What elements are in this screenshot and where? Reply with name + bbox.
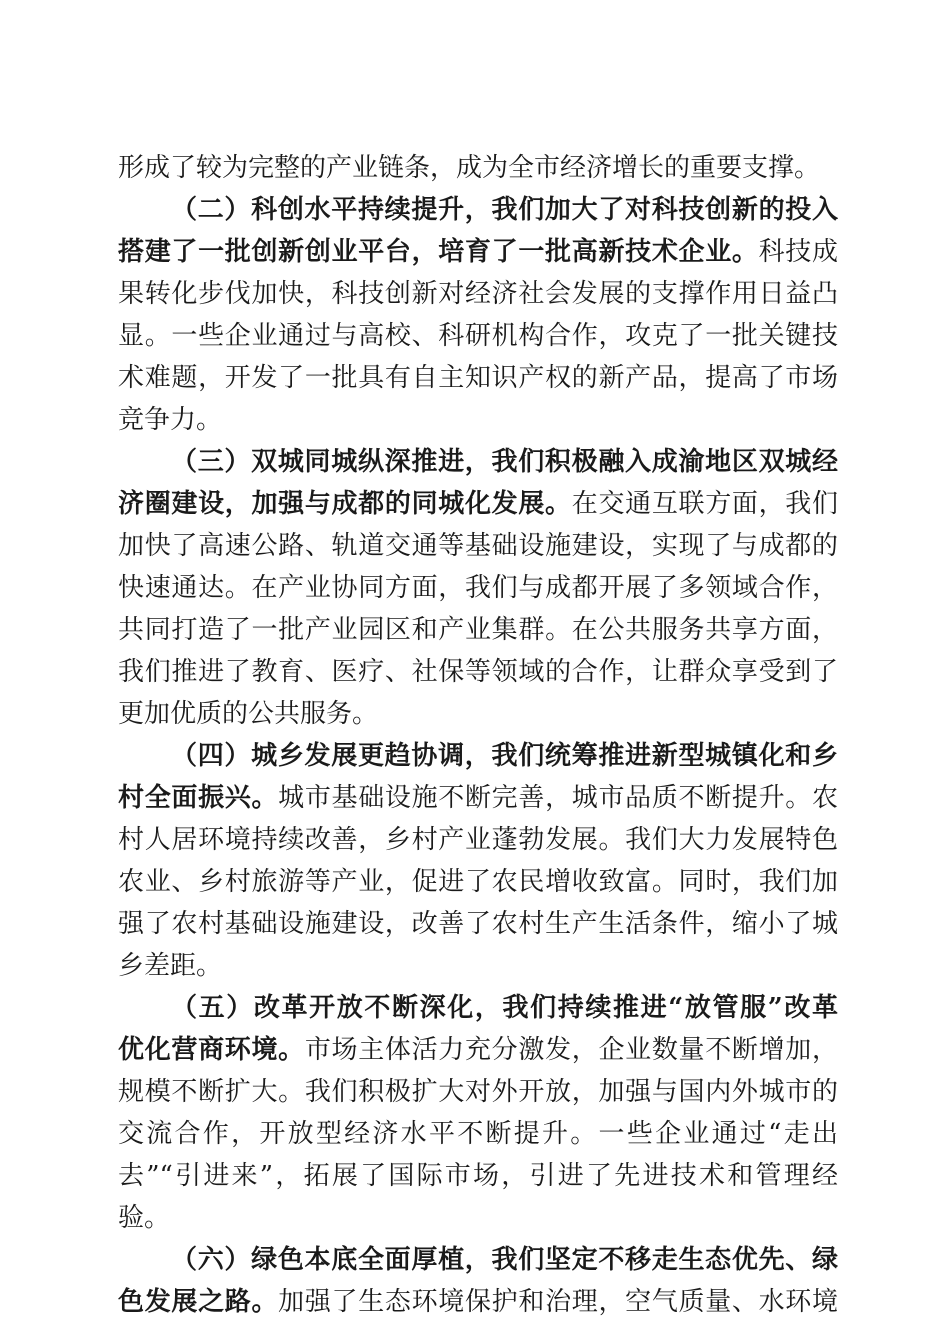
body-line: 竞争力。 — [118, 405, 223, 435]
body-line: 更加优质的公共服务。 — [118, 699, 379, 729]
body-line: 村全面振兴。城市基础设施不断完善，城市品质不断提升。农 — [118, 783, 838, 813]
body-line: 加快了高速公路、轨道交通等基础设施建设，实现了与成都的 — [118, 531, 838, 561]
body-line: 搭建了一批创新创业平台，培育了一批高新技术企业。科技成 — [118, 237, 838, 267]
section-heading-line: （六）绿色本底全面厚植，我们坚定不移走生态优先、绿 — [171, 1245, 838, 1275]
body-line: 色发展之路。加强了生态环境保护和治理，空气质量、水环境 — [118, 1287, 838, 1317]
section-heading-line: （二）科创水平持续提升，我们加大了对科技创新的投入 — [171, 195, 838, 225]
section-heading-line: （五）改革开放不断深化，我们持续推进“放管服”改革 — [171, 993, 838, 1023]
section-heading-line: （三）双城同城纵深推进，我们积极融入成渝地区双城经 — [171, 447, 838, 477]
body-line: 济圈建设，加强与成都的同城化发展。在交通互联方面，我们 — [118, 489, 838, 519]
body-line: 我们推进了教育、医疗、社保等领域的合作，让群众享受到了 — [118, 657, 838, 687]
body-line: 形成了较为完整的产业链条，成为全市经济增长的重要支撑。 — [118, 153, 821, 183]
body-line: 验。 — [118, 1203, 171, 1233]
section-heading-line: （四）城乡发展更趋协调，我们统筹推进新型城镇化和乡 — [171, 741, 838, 771]
body-line: 快速通达。在产业协同方面，我们与成都开展了多领域合作， — [118, 573, 838, 603]
body-line: 农业、乡村旅游等产业，促进了农民增收致富。同时，我们加 — [118, 867, 838, 897]
body-line: 共同打造了一批产业园区和产业集群。在公共服务共享方面， — [118, 615, 838, 645]
body-line: 村人居环境持续改善，乡村产业蓬勃发展。我们大力发展特色 — [118, 825, 838, 855]
body-line: 术难题，开发了一批具有自主知识产权的新产品，提高了市场 — [118, 363, 838, 393]
body-line: 强了农村基础设施建设，改善了农村生产生活条件，缩小了城 — [118, 909, 838, 939]
body-line: 优化营商环境。市场主体活力充分激发，企业数量不断增加， — [118, 1035, 838, 1065]
body-line: 交流合作，开放型经济水平不断提升。一些企业通过“走出 — [118, 1119, 838, 1149]
body-line: 果转化步伐加快，科技创新对经济社会发展的支撑作用日益凸 — [118, 279, 838, 309]
body-line: 规模不断扩大。我们积极扩大对外开放，加强与国内外城市的 — [118, 1077, 838, 1107]
body-line: 去”“引进来”，拓展了国际市场，引进了先进技术和管理经 — [118, 1161, 838, 1191]
body-line: 乡差距。 — [118, 951, 223, 981]
body-line: 显。一些企业通过与高校、科研机构合作，攻克了一批关键技 — [118, 321, 838, 351]
